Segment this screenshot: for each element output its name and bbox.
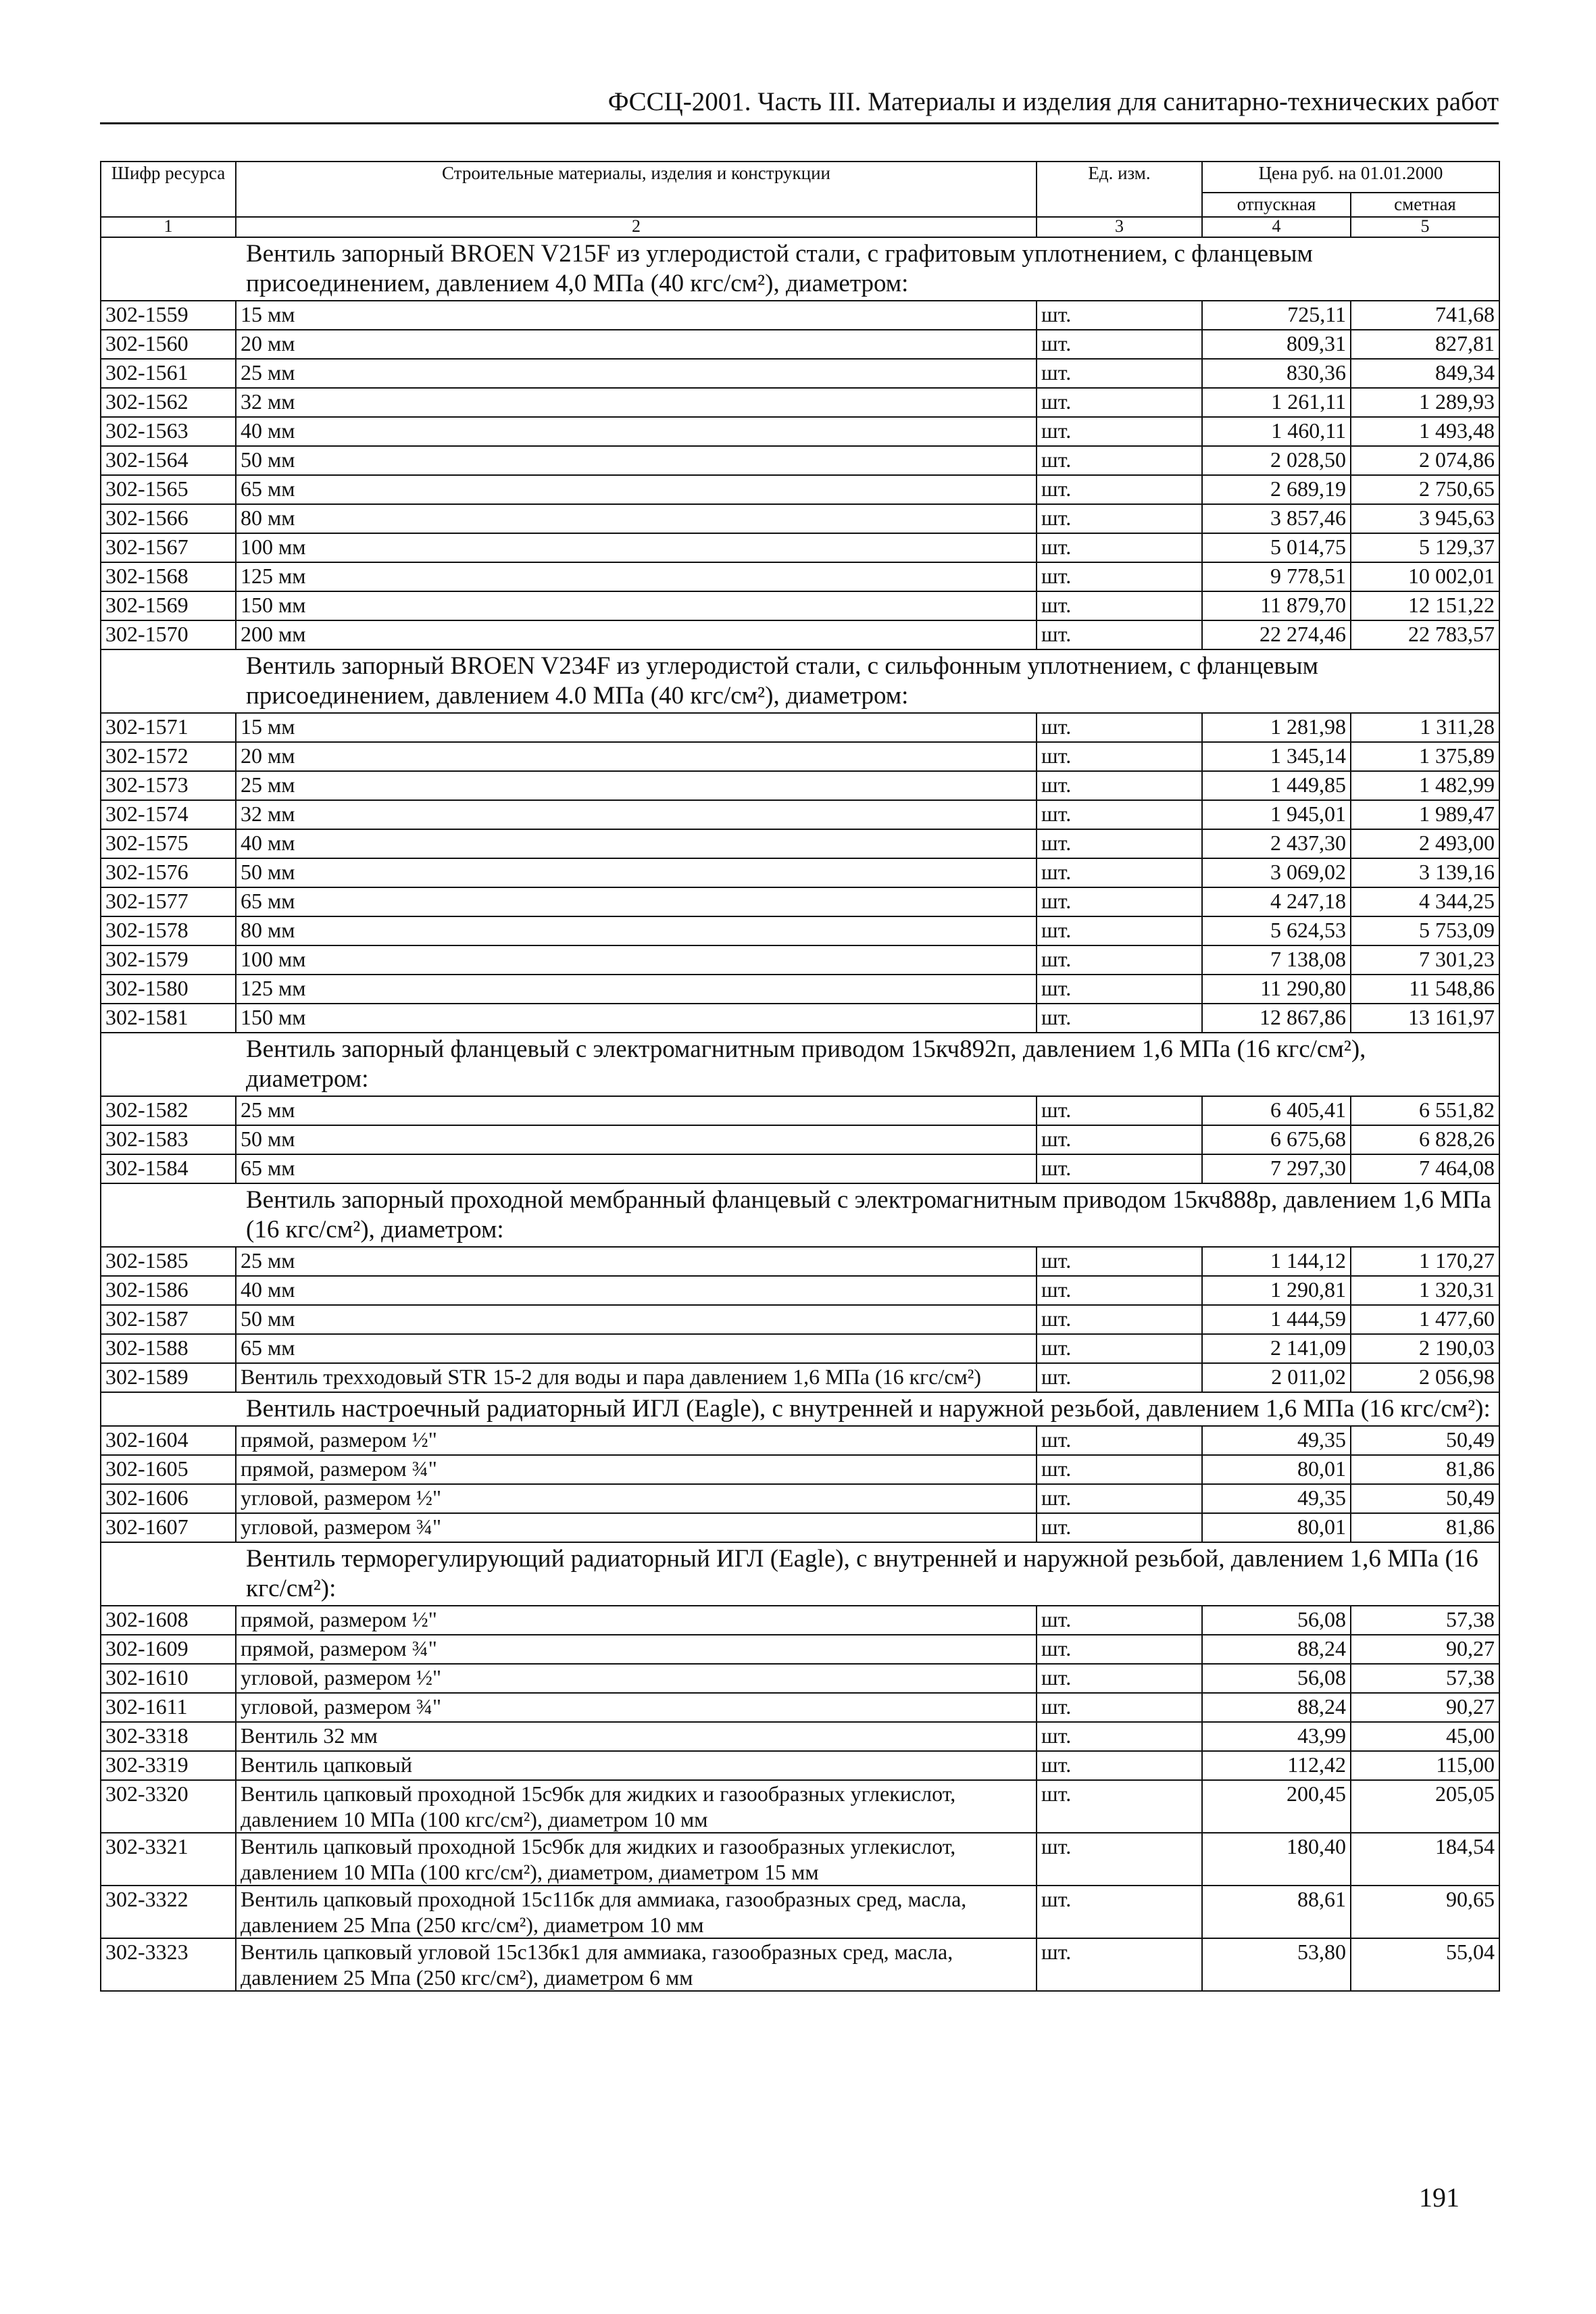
- table-row: [101, 1455, 1499, 1484]
- resource-code: 302-1560: [101, 330, 236, 359]
- unit-cell: шт.: [1037, 1305, 1202, 1334]
- table-row: [101, 533, 1499, 562]
- item-name: Вентиль цапковый: [236, 1751, 1037, 1780]
- release-price: 7 138,08: [1202, 945, 1351, 975]
- release-price: 2 011,02: [1202, 1363, 1351, 1392]
- group-title: Вентиль настроечный радиаторный ИГЛ (Eagle), с внутренней и наружной резьбой, давлением 1,6 МПа (16 кгс/см²):: [101, 1392, 1499, 1426]
- unit-cell: шт.: [1037, 887, 1202, 916]
- release-price: 11 290,80: [1202, 975, 1351, 1004]
- table-row: [101, 1833, 1499, 1886]
- table-row: [101, 1154, 1499, 1183]
- table-row: [101, 829, 1499, 858]
- unit-cell: шт.: [1037, 1247, 1202, 1276]
- group-header-row: [101, 649, 1499, 713]
- release-price: 112,42: [1202, 1751, 1351, 1780]
- unit-cell: шт.: [1037, 1125, 1202, 1154]
- estimate-price: 57,38: [1351, 1664, 1499, 1693]
- estimate-price: 81,86: [1351, 1455, 1499, 1484]
- col-header-estimate: сметная: [1351, 193, 1499, 217]
- estimate-price: 115,00: [1351, 1751, 1499, 1780]
- resource-code: 302-3321: [101, 1833, 236, 1886]
- estimate-price: 1 311,28: [1351, 713, 1499, 742]
- unit-cell: шт.: [1037, 330, 1202, 359]
- estimate-price: 1 482,99: [1351, 771, 1499, 800]
- unit-cell: шт.: [1037, 1363, 1202, 1392]
- table-row: [101, 742, 1499, 771]
- table-row: [101, 1693, 1499, 1722]
- item-name: 32 мм: [236, 800, 1037, 829]
- estimate-price: 1 477,60: [1351, 1305, 1499, 1334]
- item-name: 150 мм: [236, 591, 1037, 620]
- release-price: 725,11: [1202, 301, 1351, 330]
- unit-cell: шт.: [1037, 475, 1202, 504]
- unit-cell: шт.: [1037, 945, 1202, 975]
- estimate-price: 4 344,25: [1351, 887, 1499, 916]
- resource-code: 302-1611: [101, 1693, 236, 1722]
- item-name: 25 мм: [236, 1247, 1037, 1276]
- release-price: 5 624,53: [1202, 916, 1351, 945]
- table-row: [101, 1363, 1499, 1392]
- release-price: 830,36: [1202, 359, 1351, 388]
- estimate-price: 3 945,63: [1351, 504, 1499, 533]
- item-name: угловой, размером ½": [236, 1484, 1037, 1513]
- table-row: [101, 771, 1499, 800]
- unit-cell: шт.: [1037, 388, 1202, 417]
- resource-code: 302-1573: [101, 771, 236, 800]
- group-header-row: [101, 1033, 1499, 1096]
- resource-code: 302-3318: [101, 1722, 236, 1751]
- release-price: 1 345,14: [1202, 742, 1351, 771]
- group-header-row: [101, 1183, 1499, 1247]
- release-price: 49,35: [1202, 1426, 1351, 1455]
- unit-cell: шт.: [1037, 504, 1202, 533]
- estimate-price: 10 002,01: [1351, 562, 1499, 591]
- unit-cell: шт.: [1037, 359, 1202, 388]
- unit-cell: шт.: [1037, 446, 1202, 475]
- release-price: 2 437,30: [1202, 829, 1351, 858]
- item-name: 80 мм: [236, 916, 1037, 945]
- resource-code: 302-1570: [101, 620, 236, 649]
- unit-cell: шт.: [1037, 713, 1202, 742]
- table-row: [101, 388, 1499, 417]
- table-row: [101, 1484, 1499, 1513]
- col-number: 2: [236, 217, 1037, 237]
- resource-code: 302-1585: [101, 1247, 236, 1276]
- table-row: [101, 1938, 1499, 1991]
- estimate-price: 90,27: [1351, 1693, 1499, 1722]
- table-row: [101, 1751, 1499, 1780]
- estimate-price: 6 828,26: [1351, 1125, 1499, 1154]
- table-row: [101, 475, 1499, 504]
- estimate-price: 57,38: [1351, 1606, 1499, 1635]
- release-price: 1 281,98: [1202, 713, 1351, 742]
- release-price: 80,01: [1202, 1455, 1351, 1484]
- item-name: Вентиль трехходовый STR 15-2 для воды и пара давлением 1,6 МПа (16 кгс/см²): [236, 1363, 1037, 1392]
- resource-code: 302-1569: [101, 591, 236, 620]
- item-name: 80 мм: [236, 504, 1037, 533]
- col-header-price: Цена руб. на 01.01.2000: [1202, 162, 1499, 193]
- estimate-price: 2 750,65: [1351, 475, 1499, 504]
- item-name: угловой, размером ¾": [236, 1693, 1037, 1722]
- release-price: 22 274,46: [1202, 620, 1351, 649]
- table-row: [101, 330, 1499, 359]
- estimate-price: 13 161,97: [1351, 1004, 1499, 1033]
- unit-cell: шт.: [1037, 1606, 1202, 1635]
- table-head: [101, 162, 1499, 237]
- resource-code: 302-1575: [101, 829, 236, 858]
- col-header-code: Шифр ресурса: [101, 162, 236, 217]
- unit-cell: шт.: [1037, 1334, 1202, 1363]
- item-name: 125 мм: [236, 975, 1037, 1004]
- resource-code: 302-1583: [101, 1125, 236, 1154]
- table-row: [101, 1780, 1499, 1833]
- unit-cell: шт.: [1037, 1664, 1202, 1693]
- item-name: 40 мм: [236, 829, 1037, 858]
- estimate-price: 81,86: [1351, 1513, 1499, 1542]
- estimate-price: 2 190,03: [1351, 1334, 1499, 1363]
- table-row: [101, 1305, 1499, 1334]
- unit-cell: шт.: [1037, 1886, 1202, 1938]
- estimate-price: 55,04: [1351, 1938, 1499, 1991]
- estimate-price: 22 783,57: [1351, 620, 1499, 649]
- release-price: 88,24: [1202, 1693, 1351, 1722]
- item-name: 125 мм: [236, 562, 1037, 591]
- item-name: Вентиль цапковый проходной 15с11бк для аммиака, газообразных сред, масла, давлением 25 Мпа (250 кгс/см²), диаметром 10 мм: [236, 1886, 1037, 1938]
- resource-code: 302-1610: [101, 1664, 236, 1693]
- release-price: 53,80: [1202, 1938, 1351, 1991]
- unit-cell: шт.: [1037, 417, 1202, 446]
- unit-cell: шт.: [1037, 1751, 1202, 1780]
- estimate-price: 849,34: [1351, 359, 1499, 388]
- unit-cell: шт.: [1037, 533, 1202, 562]
- release-price: 12 867,86: [1202, 1004, 1351, 1033]
- group-title: Вентиль терморегулирующий радиаторный ИГЛ (Eagle), с внутренней и наружной резьбой, давлением 1,6 МПа (16 кгс/см²):: [101, 1542, 1499, 1606]
- item-name: 200 мм: [236, 620, 1037, 649]
- item-name: 100 мм: [236, 945, 1037, 975]
- unit-cell: шт.: [1037, 1426, 1202, 1455]
- estimate-price: 2 056,98: [1351, 1363, 1499, 1392]
- resource-code: 302-1584: [101, 1154, 236, 1183]
- release-price: 180,40: [1202, 1833, 1351, 1886]
- group-title: Вентиль запорный BROEN V234F из углеродистой стали, с сильфонным уплотнением, с фланцевым присоединением, давлением 4.0 МПа (40 кгс/см²), диаметром:: [101, 649, 1499, 713]
- unit-cell: шт.: [1037, 1484, 1202, 1513]
- release-price: 7 297,30: [1202, 1154, 1351, 1183]
- item-name: 40 мм: [236, 1276, 1037, 1305]
- col-number: 1: [101, 217, 236, 237]
- resource-code: 302-1571: [101, 713, 236, 742]
- release-price: 9 778,51: [1202, 562, 1351, 591]
- page-number: 191: [1419, 2182, 1460, 2213]
- resource-code: 302-3323: [101, 1938, 236, 1991]
- col-header-unit: Ед. изм.: [1037, 162, 1202, 217]
- estimate-price: 1 989,47: [1351, 800, 1499, 829]
- estimate-price: 5 129,37: [1351, 533, 1499, 562]
- estimate-price: 1 289,93: [1351, 388, 1499, 417]
- price-table: [100, 161, 1500, 1992]
- resource-code: 302-1609: [101, 1635, 236, 1664]
- item-name: 65 мм: [236, 1154, 1037, 1183]
- estimate-price: 50,49: [1351, 1484, 1499, 1513]
- release-price: 1 261,11: [1202, 388, 1351, 417]
- item-name: Вентиль цапковый угловой 15с13бк1 для аммиака, газообразных сред, масла, давлением 25 Мпа (250 кгс/см²), диаметром 6 мм: [236, 1938, 1037, 1991]
- estimate-price: 205,05: [1351, 1780, 1499, 1833]
- release-price: 2 028,50: [1202, 446, 1351, 475]
- resource-code: 302-1607: [101, 1513, 236, 1542]
- item-name: 65 мм: [236, 1334, 1037, 1363]
- table-row: [101, 504, 1499, 533]
- release-price: 809,31: [1202, 330, 1351, 359]
- release-price: 43,99: [1202, 1722, 1351, 1751]
- resource-code: 302-1578: [101, 916, 236, 945]
- estimate-price: 11 548,86: [1351, 975, 1499, 1004]
- group-title: Вентиль запорный проходной мембранный фланцевый с электромагнитным приводом 15кч888р, давлением 1,6 МПа (16 кгс/см²), диаметром:: [101, 1183, 1499, 1247]
- unit-cell: шт.: [1037, 1635, 1202, 1664]
- resource-code: 302-1586: [101, 1276, 236, 1305]
- group-header-row: [101, 1542, 1499, 1606]
- resource-code: 302-1564: [101, 446, 236, 475]
- estimate-price: 3 139,16: [1351, 858, 1499, 887]
- col-number: 5: [1351, 217, 1499, 237]
- estimate-price: 7 301,23: [1351, 945, 1499, 975]
- release-price: 1 444,59: [1202, 1305, 1351, 1334]
- release-price: 56,08: [1202, 1664, 1351, 1693]
- unit-cell: шт.: [1037, 620, 1202, 649]
- resource-code: 302-3319: [101, 1751, 236, 1780]
- unit-cell: шт.: [1037, 1004, 1202, 1033]
- unit-cell: шт.: [1037, 829, 1202, 858]
- release-price: 88,61: [1202, 1886, 1351, 1938]
- release-price: 1 460,11: [1202, 417, 1351, 446]
- column-number-row: [101, 217, 1499, 237]
- item-name: 150 мм: [236, 1004, 1037, 1033]
- resource-code: 302-3320: [101, 1780, 236, 1833]
- estimate-price: 7 464,08: [1351, 1154, 1499, 1183]
- estimate-price: 90,65: [1351, 1886, 1499, 1938]
- resource-code: 302-1565: [101, 475, 236, 504]
- item-name: 20 мм: [236, 742, 1037, 771]
- resource-code: 302-1566: [101, 504, 236, 533]
- item-name: 32 мм: [236, 388, 1037, 417]
- resource-code: 302-1587: [101, 1305, 236, 1334]
- table-row: [101, 1276, 1499, 1305]
- release-price: 3 857,46: [1202, 504, 1351, 533]
- item-name: Вентиль 32 мм: [236, 1722, 1037, 1751]
- estimate-price: 90,27: [1351, 1635, 1499, 1664]
- item-name: прямой, размером ¾": [236, 1635, 1037, 1664]
- item-name: 65 мм: [236, 475, 1037, 504]
- unit-cell: шт.: [1037, 742, 1202, 771]
- running-header: ФССЦ-2001. Часть III. Материалы и изделия для санитарно-технических работ: [100, 87, 1499, 124]
- estimate-price: 2 074,86: [1351, 446, 1499, 475]
- table-row: [101, 916, 1499, 945]
- item-name: прямой, размером ½": [236, 1426, 1037, 1455]
- unit-cell: шт.: [1037, 1154, 1202, 1183]
- estimate-price: 50,49: [1351, 1426, 1499, 1455]
- resource-code: 302-1589: [101, 1363, 236, 1392]
- unit-cell: шт.: [1037, 1693, 1202, 1722]
- estimate-price: 1 493,48: [1351, 417, 1499, 446]
- unit-cell: шт.: [1037, 858, 1202, 887]
- estimate-price: 1 320,31: [1351, 1276, 1499, 1305]
- release-price: 3 069,02: [1202, 858, 1351, 887]
- unit-cell: шт.: [1037, 1096, 1202, 1125]
- table-row: [101, 800, 1499, 829]
- item-name: прямой, размером ¾": [236, 1455, 1037, 1484]
- table-row: [101, 1635, 1499, 1664]
- group-header-row: [101, 1392, 1499, 1426]
- table-row: [101, 887, 1499, 916]
- table-row: [101, 591, 1499, 620]
- item-name: 50 мм: [236, 858, 1037, 887]
- item-name: 25 мм: [236, 1096, 1037, 1125]
- table-row: [101, 620, 1499, 649]
- estimate-price: 6 551,82: [1351, 1096, 1499, 1125]
- release-price: 11 879,70: [1202, 591, 1351, 620]
- release-price: 6 405,41: [1202, 1096, 1351, 1125]
- resource-code: 302-1559: [101, 301, 236, 330]
- release-price: 1 449,85: [1202, 771, 1351, 800]
- item-name: 65 мм: [236, 887, 1037, 916]
- estimate-price: 2 493,00: [1351, 829, 1499, 858]
- table-row: [101, 301, 1499, 330]
- unit-cell: шт.: [1037, 1513, 1202, 1542]
- release-price: 80,01: [1202, 1513, 1351, 1542]
- release-price: 2 689,19: [1202, 475, 1351, 504]
- unit-cell: шт.: [1037, 1455, 1202, 1484]
- table-row: [101, 359, 1499, 388]
- item-name: угловой, размером ¾": [236, 1513, 1037, 1542]
- item-name: 25 мм: [236, 771, 1037, 800]
- table-row: [101, 945, 1499, 975]
- resource-code: 302-1579: [101, 945, 236, 975]
- col-number: 3: [1037, 217, 1202, 237]
- col-number: 4: [1202, 217, 1351, 237]
- table-row: [101, 562, 1499, 591]
- item-name: Вентиль цапковый проходной 15с9бк для жидких и газообразных углекислот, давлением 10 МПа (100 кгс/см²), диаметром, диаметром 15 мм: [236, 1833, 1037, 1886]
- unit-cell: шт.: [1037, 1780, 1202, 1833]
- release-price: 1 945,01: [1202, 800, 1351, 829]
- table-row: [101, 417, 1499, 446]
- release-price: 1 290,81: [1202, 1276, 1351, 1305]
- resource-code: 302-1574: [101, 800, 236, 829]
- table-row: [101, 858, 1499, 887]
- item-name: угловой, размером ½": [236, 1664, 1037, 1693]
- unit-cell: шт.: [1037, 771, 1202, 800]
- resource-code: 302-1608: [101, 1606, 236, 1635]
- table-body: [101, 237, 1499, 1991]
- col-header-release: отпускная: [1202, 193, 1351, 217]
- resource-code: 302-1572: [101, 742, 236, 771]
- unit-cell: шт.: [1037, 1276, 1202, 1305]
- group-title: Вентиль запорный фланцевый с электромагнитным приводом 15кч892п, давлением 1,6 МПа (16 кгс/см²), диаметром:: [101, 1033, 1499, 1096]
- table-row: [101, 1513, 1499, 1542]
- item-name: Вентиль цапковый проходной 15с9бк для жидких и газообразных углекислот, давлением 10 МПа (100 кгс/см²), диаметром 10 мм: [236, 1780, 1037, 1833]
- unit-cell: шт.: [1037, 1938, 1202, 1991]
- table-row: [101, 1722, 1499, 1751]
- table-row: [101, 1606, 1499, 1635]
- item-name: 50 мм: [236, 1125, 1037, 1154]
- item-name: 100 мм: [236, 533, 1037, 562]
- unit-cell: шт.: [1037, 916, 1202, 945]
- group-title: Вентиль запорный BROEN V215F из углеродистой стали, с графитовым уплотнением, с фланцевым присоединением, давлением 4,0 МПа (40 кгс/см²), диаметром:: [101, 237, 1499, 301]
- resource-code: 302-1605: [101, 1455, 236, 1484]
- resource-code: 302-1580: [101, 975, 236, 1004]
- table-row: [101, 1334, 1499, 1363]
- item-name: 40 мм: [236, 417, 1037, 446]
- unit-cell: шт.: [1037, 1722, 1202, 1751]
- estimate-price: 184,54: [1351, 1833, 1499, 1886]
- resource-code: 302-1606: [101, 1484, 236, 1513]
- unit-cell: шт.: [1037, 591, 1202, 620]
- item-name: 20 мм: [236, 330, 1037, 359]
- release-price: 1 144,12: [1202, 1247, 1351, 1276]
- resource-code: 302-1562: [101, 388, 236, 417]
- release-price: 4 247,18: [1202, 887, 1351, 916]
- estimate-price: 12 151,22: [1351, 591, 1499, 620]
- resource-code: 302-1604: [101, 1426, 236, 1455]
- col-header-name: Строительные материалы, изделия и конструкции: [236, 162, 1037, 217]
- table-row: [101, 446, 1499, 475]
- table-row: [101, 1664, 1499, 1693]
- estimate-price: 1 170,27: [1351, 1247, 1499, 1276]
- resource-code: 302-1581: [101, 1004, 236, 1033]
- unit-cell: шт.: [1037, 975, 1202, 1004]
- unit-cell: шт.: [1037, 1833, 1202, 1886]
- resource-code: 302-1563: [101, 417, 236, 446]
- resource-code: 302-1568: [101, 562, 236, 591]
- resource-code: 302-3322: [101, 1886, 236, 1938]
- table-row: [101, 1426, 1499, 1455]
- table-row: [101, 1125, 1499, 1154]
- resource-code: 302-1561: [101, 359, 236, 388]
- item-name: 50 мм: [236, 1305, 1037, 1334]
- item-name: 15 мм: [236, 713, 1037, 742]
- release-price: 56,08: [1202, 1606, 1351, 1635]
- estimate-price: 5 753,09: [1351, 916, 1499, 945]
- estimate-price: 827,81: [1351, 330, 1499, 359]
- resource-code: 302-1567: [101, 533, 236, 562]
- item-name: 50 мм: [236, 446, 1037, 475]
- unit-cell: шт.: [1037, 301, 1202, 330]
- resource-code: 302-1577: [101, 887, 236, 916]
- estimate-price: 741,68: [1351, 301, 1499, 330]
- resource-code: 302-1588: [101, 1334, 236, 1363]
- table-row: [101, 1096, 1499, 1125]
- item-name: 25 мм: [236, 359, 1037, 388]
- table-row: [101, 1886, 1499, 1938]
- item-name: 15 мм: [236, 301, 1037, 330]
- estimate-price: 45,00: [1351, 1722, 1499, 1751]
- table-row: [101, 975, 1499, 1004]
- release-price: 88,24: [1202, 1635, 1351, 1664]
- group-header-row: [101, 237, 1499, 301]
- resource-code: 302-1576: [101, 858, 236, 887]
- resource-code: 302-1582: [101, 1096, 236, 1125]
- release-price: 200,45: [1202, 1780, 1351, 1833]
- item-name: прямой, размером ½": [236, 1606, 1037, 1635]
- table-row: [101, 1247, 1499, 1276]
- unit-cell: шт.: [1037, 800, 1202, 829]
- table-row: [101, 1004, 1499, 1033]
- table-row: [101, 713, 1499, 742]
- release-price: 2 141,09: [1202, 1334, 1351, 1363]
- estimate-price: 1 375,89: [1351, 742, 1499, 771]
- release-price: 5 014,75: [1202, 533, 1351, 562]
- release-price: 6 675,68: [1202, 1125, 1351, 1154]
- release-price: 49,35: [1202, 1484, 1351, 1513]
- unit-cell: шт.: [1037, 562, 1202, 591]
